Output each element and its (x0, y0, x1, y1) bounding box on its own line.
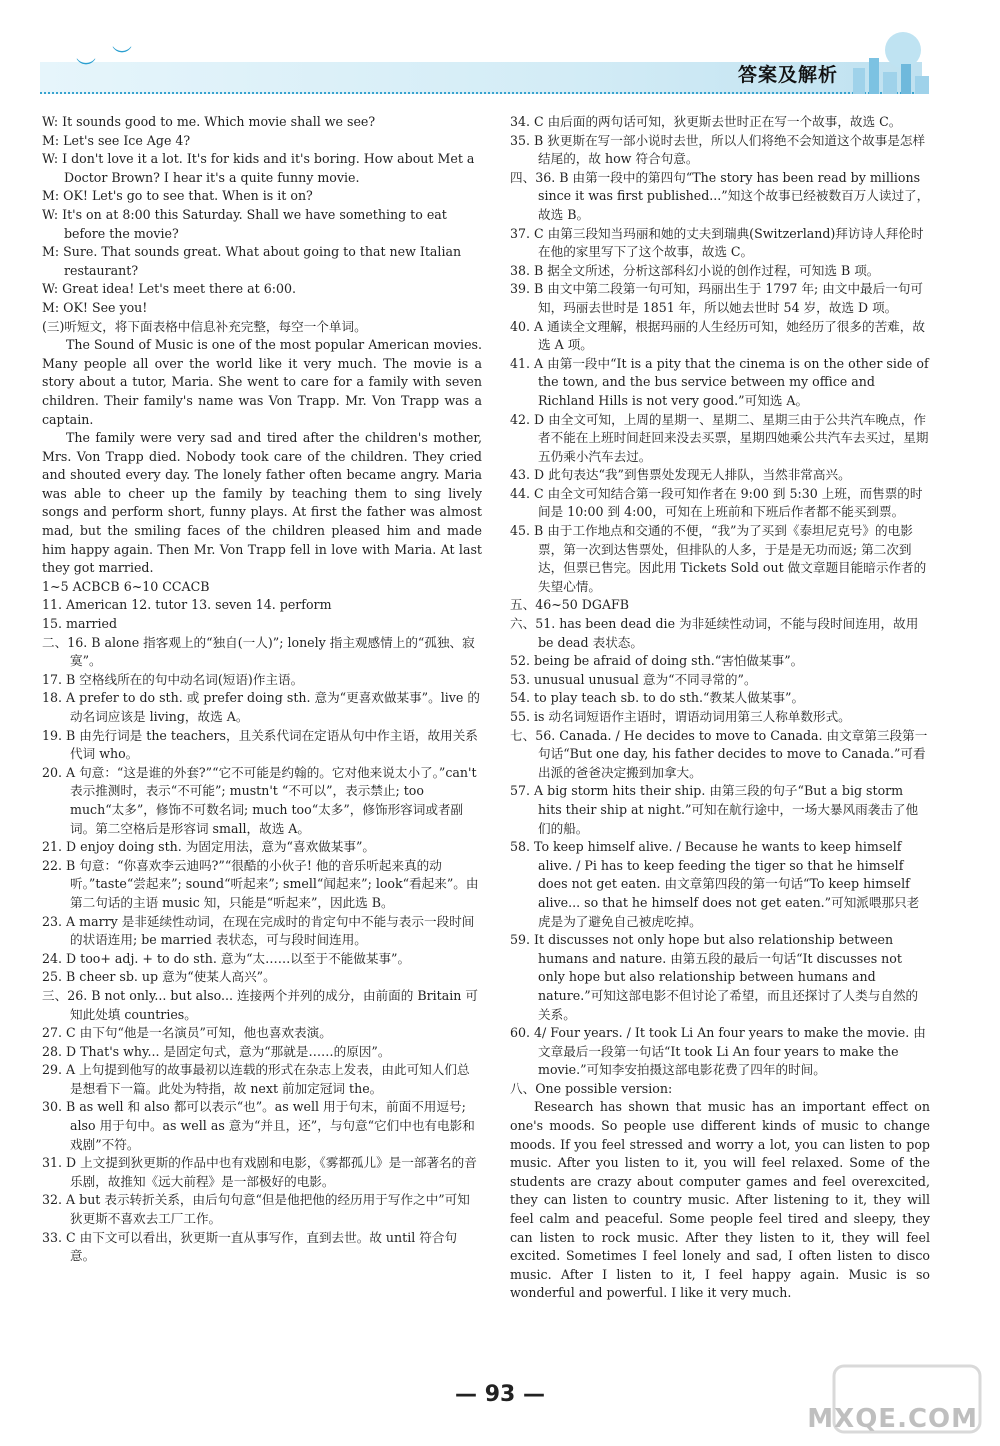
answer-item: 38. B 据全文所述，分析这部科幻小说的创作过程，可知选 B 项。 (510, 262, 880, 278)
answer-item: 55. is 动名词短语作主语时，谓语动词用第三人称单数形式。 (510, 709, 851, 724)
answer-item: 43. D 此句表达“我”到售票处发现无人排队，当然非常高兴。 (510, 467, 851, 483)
section-heading: (三)听短文，将下面表格中信息补充完整，每空一个单词。 (42, 318, 367, 334)
answer-item: 四、36. B 由第一段中的第四句“The story has been read by millions since it was first published...”知这个故事已经被数百万人读过了，故选 B。 (510, 169, 930, 222)
right-column (510, 113, 930, 1303)
answer-item: 22. B 句意：“你喜欢李云迪吗?”“很酷的小伙子! 他的音乐听起来真的动听。”taste“尝起来”; sound“听起来”; smell“闻起来”; look“看起来”。由第二句话的主语 music 知，只能是“听起来”，因此选 B。 (42, 857, 479, 910)
cityscape-icon (845, 28, 935, 94)
answer-item: 40. A 通读全文理解，根据玛丽的人生经历可知，她经历了很多的苦难，故选 A 项。 (510, 318, 925, 353)
answer-item: 21. D enjoy doing sth. 为固定用法，意为“喜欢做某事”。 (42, 839, 375, 855)
passage-paragraph: The family were very sad and tired after the children's mother, Mrs. Von Trapp died. Nobody took care of the children. They cried and shouted every day. The lonely father often became angry. Maria was able to cheer up the family by teaching them to sing lively songs and perform short, funny plays. At first the father was almost mad, but the smiling faces of the children pleased him and made him happy again. Then Mr. Von Trapp fell in love with Maria. At last they got married. (42, 430, 482, 576)
passage-paragraph: The Sound of Music is one of the most popular American movies. Many people all over the world like it very much. The movie is a story about a tutor, Maria. She went to care for a family with seven children. Their family's name was Von Trapp. Mr. Von Trapp was a captain. (42, 337, 483, 427)
header-title: 答案及解析 (737, 64, 838, 86)
dialogue-line: M: Let's see Ice Age 4? (42, 132, 191, 148)
answer-item: 五、46~50 DGAFB (510, 597, 630, 613)
answer-item: 30. B as well 和 also 都可以表示“也”。as well 用于句末，前面不用逗号; also 用于句中。as well as 意为“并且，还”，与句意“它们中也有电影和戏剧”不符。 (42, 1099, 475, 1152)
answer-item: 29. A 上句提到他写的故事最初以连载的形式在杂志上发表，由此可知人们总是想看下一篇。此处为特指，故 next 前加定冠词 the。 (42, 1062, 470, 1096)
watermark-text: MXQE.COM (807, 1404, 978, 1434)
answer-item: 七、56. Canada. / He decides to move to Canada. 由文章第三段第一句话“But one day, his father decides to move to Canada.”可看出派的爸爸决定搬到加拿大。 (510, 727, 928, 780)
answer-item: 20. A 句意：“这是谁的外套?”“它不可能是约翰的。它对他来说太小了。”can't 表示推测时，表示“不可能”; mustn't “不可以”，表示禁止; too much“太多”，修饰不可数名词; much too“太多”，修饰形容词或者副词。第二空格后是形容词 small，故选 A。 (42, 764, 477, 836)
answer-item: 33. C 由下文可以看出，狄更斯一直从事写作，直到去世。故 until 符合句意。 (42, 1229, 458, 1264)
dialogue-line: W: Great idea! Let's meet there at 6:00. (42, 281, 296, 297)
answer-item: 34. C 由后面的两句话可知，狄更斯去世时正在写一个故事，故选 C。 (510, 114, 902, 129)
answer-item: 59. It discusses not only hope but also relationship between humans and nature. 由第五段的最后一句话“It discusses not only hope but also relationship between humans and nature.”可知这部电影不但讨论了希望，而且还探讨了人类与自然的关系。 (510, 932, 919, 1022)
answer-item: 28. D That's why... 是固定句式，意为“那就是……的原因”。 (42, 1043, 391, 1059)
answer-item: 58. To keep himself alive. / Because he wants to keep himself alive. / Pi has to keep feeding the tiger so that he himself does not get eaten. 由文章第四段的第一句话“To keep himself alive... so that he himself does not get eaten.”可知派喂那只老虎是为了避免自己被虎吃掉。 (510, 839, 920, 929)
dialogue-line: W: It sounds good to me. Which movie shall we see? (42, 114, 376, 129)
page-header (0, 0, 1000, 108)
answer-item: 18. A prefer to do sth. 或 prefer doing sth. 意为“更喜欢做某事”。live 的动名词应该是 living，故选 A。 (42, 690, 480, 724)
answer-item: 25. B cheer sb. up 意为“使某人高兴”。 (42, 969, 276, 985)
answer-item: 三、26. B not only... but also... 连接两个并列的成分，由前面的 Britain 可知此处填 countries。 (42, 987, 478, 1022)
header-divider (40, 92, 922, 94)
dialogue-line: M: OK! Let's go to see that. When is it on? (42, 188, 313, 204)
page-number: — 93 — (455, 1382, 545, 1407)
answer-line: 11. American 12. tutor 13. seven 14. perform (42, 597, 332, 613)
answer-line: 15. married (42, 616, 118, 632)
answer-item: 39. B 由文中第二段第一句可知，玛丽出生于 1797 年; 由文中最后一句可知，玛丽去世时是 1851 年，所以她去世时 54 岁，故选 D 项。 (510, 281, 924, 315)
answer-item: 32. A but 表示转折关系，由后句句意“但是他把他的经历用于写作之中”可知狄更斯不喜欢去工厂工作。 (42, 1192, 470, 1227)
answer-item: 八、One possible version: (510, 1080, 673, 1096)
left-column (42, 113, 482, 1266)
dialogue-line: M: Sure. That sounds great. What about going to that new Italian restaurant? (42, 244, 462, 278)
answer-item: 27. C 由下句“他是一名演员”可知，他也喜欢表演。 (42, 1025, 332, 1041)
answer-item: 44. C 由全文可知结合第一段可知作者在 9:00 到 5:30 上班，而售票的时间是 10:00 到 4:00，可知在上班前和下班后作者都不能买到票。 (510, 485, 923, 520)
answer-item: 41. A 由第一段中“It is a pity that the cinema is on the other side of the town, and the bus service between my office and Richland Hills is not very good.”可知选 A。 (510, 355, 929, 408)
answer-item: 60. 4/ Four years. / It took Li An four years to make the movie. 由文章最后一段第一句话“It took Li An four years to make the movie.”可知李安拍摄这部电影花费了四年的时间。 (510, 1025, 926, 1078)
answer-item: 31. D 上文提到狄更斯的作品中也有戏剧和电影，《雾都孤儿》是一部著名的音乐剧，故推知《远大前程》是一部极好的电影。 (42, 1155, 477, 1189)
answer-item: 37. C 由第三段知当玛丽和她的丈夫到瑞典(Switzerland)拜访诗人拜伦时在他的家里写下了这个故事，故选 C。 (510, 225, 924, 260)
answer-item: 57. A big storm hits their ship. 由第三段的句子“But a big storm hits their ship at night.”可知在航行途中，一场大暴风雨袭击了他们的船。 (510, 783, 919, 836)
bird-icon: ︶ (76, 56, 96, 80)
dialogue-line: W: I don't love it a lot. It's for kids and it's boring. How about Met a Doctor Brown? I hear it's a quite funny movie. (42, 151, 475, 185)
answer-item: 17. B 空格线所在的句中动名词(短语)作主语。 (42, 671, 304, 687)
answer-item: 24. D too+ adj. + to do sth. 意为“太……以至于不能做某事”。 (42, 950, 411, 966)
dialogue-line: W: It's on at 8:00 this Saturday. Shall we have something to eat before the movie? (42, 206, 447, 241)
answer-item: 45. B 由于工作地点和交通的不便，“我”为了买到《泰坦尼克号》的电影票，第一次到达售票处，但排队的人多，于是是无功而返; 第二次到达，但票已售完。因此用 Tickets Sold out 做文章题目能暗示作者的失望心情。 (510, 523, 927, 594)
answer-item: 54. to play teach sb. to do sth.“教某人做某事”。 (510, 690, 805, 706)
essay-paragraph: Research has shown that music has an important effect on one's moods. So people use different kinds of music to change moods. If you feel stressed and worry a lot, you can listen to pop music. After you listen to it, you will feel relaxed. Some of the students are crazy about computer games and feel overexcited, they can listen to country music. After listening to it, they will feel calm and peaceful. Some people feel tired and sleepy, they can listen to rock music. After they listen to it, they will feel excited. Sometimes I feel lonely and sad, I often listen to disco music. After I listen to it, I feel happy again. Music is so wonderful and powerful. I like it very much. (510, 1099, 930, 1301)
answer-item: 52. being be afraid of doing sth.“害怕做某事”。 (510, 653, 804, 669)
answer-item: 53. unusual unusual 意为“不同寻常的”。 (510, 671, 757, 687)
answer-item: 二、16. B alone 指客观上的“独自(一人)”; lonely 指主观感情上的“孤独、寂寞”。 (42, 634, 475, 669)
answer-item: 19. B 由先行词是 the teachers，且关系代词在定语从句中作主语，故用关系代词 who。 (42, 727, 478, 762)
bird-icon: ︶ (112, 44, 132, 68)
dialogue-line: M: OK! See you! (42, 299, 148, 315)
answer-item: 35. B 狄更斯在写一部小说时去世，所以人们将绝不会知道这个故事是怎样结尾的，故 how 符合句意。 (510, 132, 926, 167)
answer-line: 1~5 ACBCB 6~10 CCACB (42, 578, 210, 594)
answer-item: 六、51. has been dead die 为非延续性动词，不能与段时间连用，故用 be dead 表状态。 (510, 616, 919, 650)
answer-item: 23. A marry 是非延续性动词，在现在完成时的肯定句中不能与表示一段时间的状语连用; be married 表状态，可与段时间连用。 (42, 913, 475, 948)
answer-item: 42. D 由全文可知，上周的星期一、星期二、星期三由于公共汽车晚点，作者不能在上班时间赶回来没去买票，星期四她乘公共汽车去买过，星期五仍乘小汽车去过。 (510, 411, 929, 464)
